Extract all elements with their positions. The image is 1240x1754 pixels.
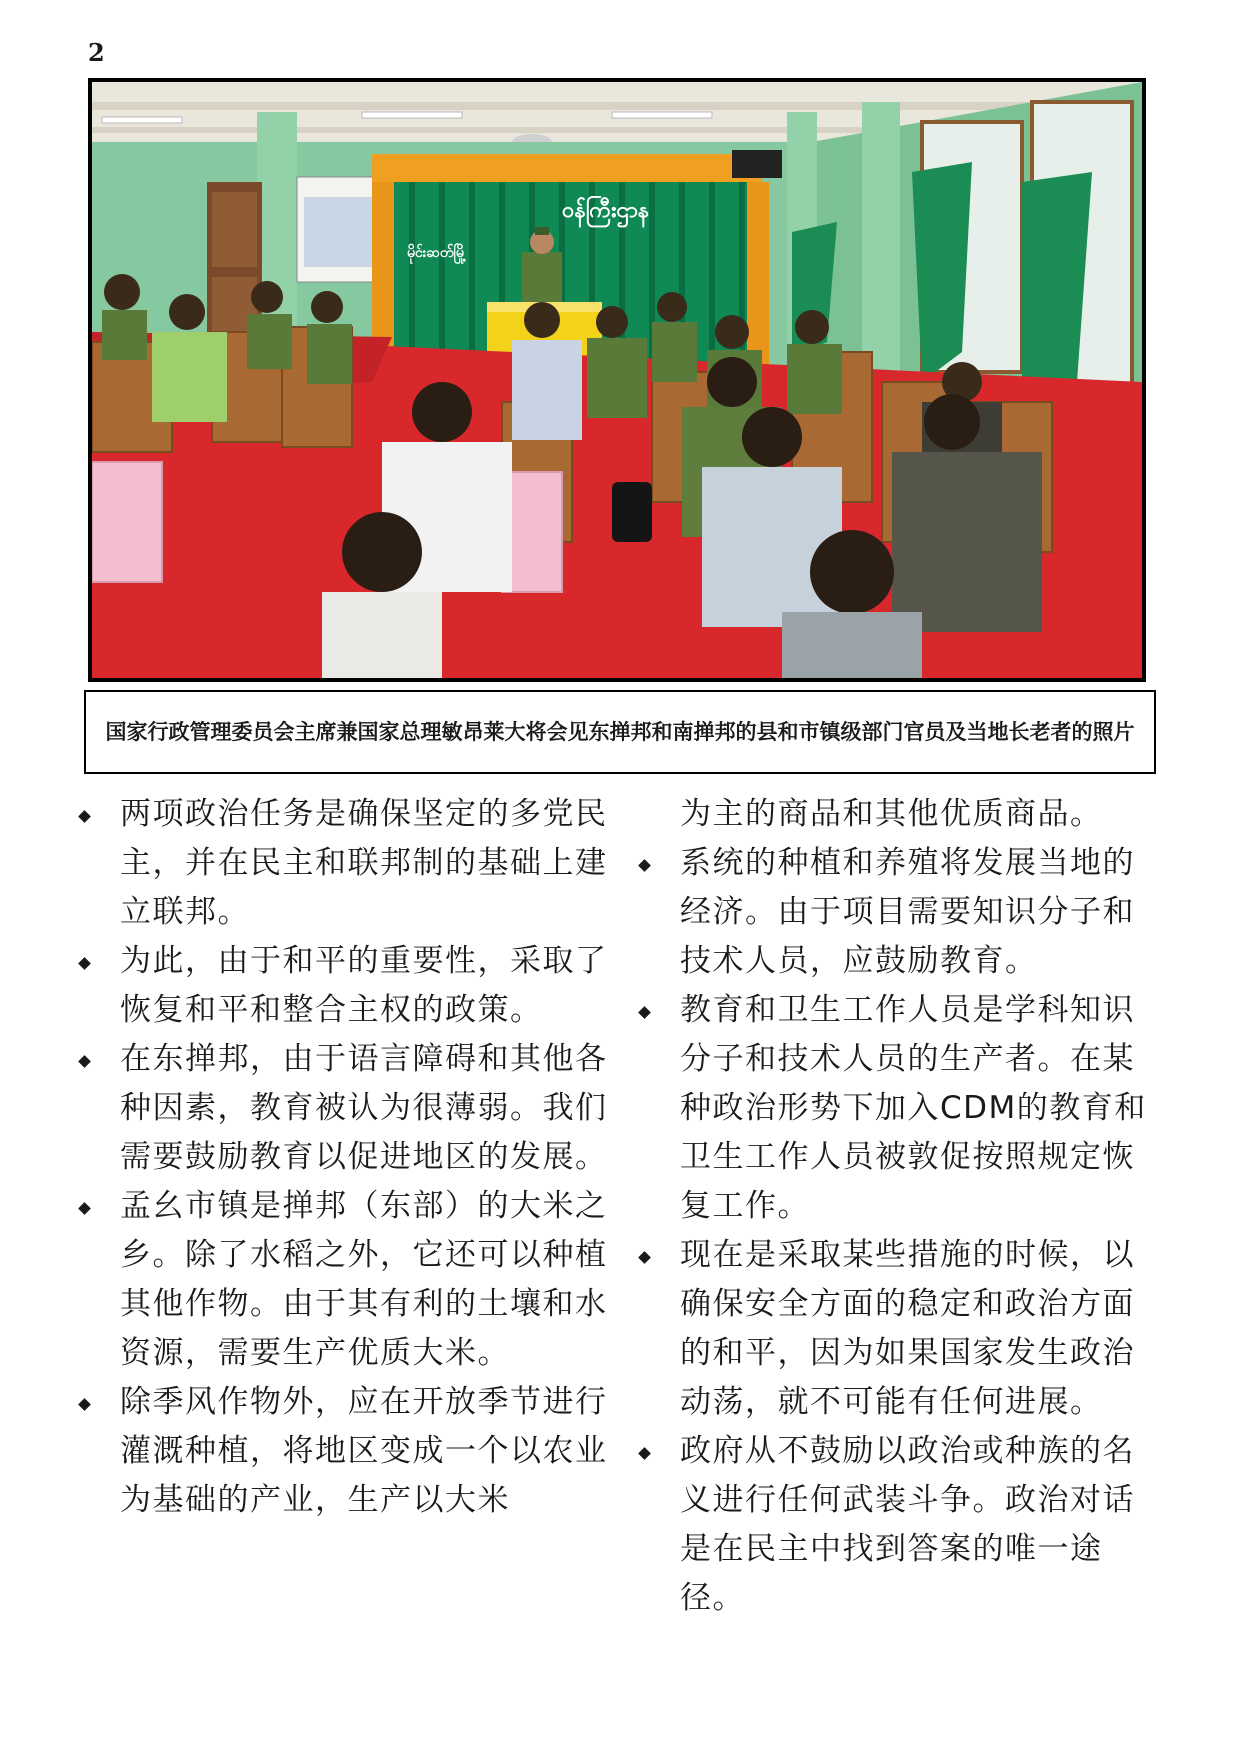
diamond-bullet-icon xyxy=(638,1006,651,1019)
list-item xyxy=(640,1231,1160,1427)
list-item-text: 除季风作物外，应在开放季节进行灌溉种植，将地区变成一个以农业为基础的产业，生产以大米 xyxy=(120,1384,608,1518)
list-item-text: 教育和卫生工作人员是学科知识分子和技术人员的生产者。在某种政治形势下加入CDM的教育和卫生工作人员被敦促按照规定恢复工作。 xyxy=(680,992,1147,1224)
diamond-bullet-icon xyxy=(78,1398,91,1411)
diamond-bullet-icon xyxy=(78,957,91,970)
list-item-text: 为此，由于和平的重要性，采取了恢复和平和整合主权的政策。 xyxy=(120,943,608,1028)
list-item xyxy=(640,986,1160,1231)
list-item-text: 政府从不鼓励以政治或种族的名义进行任何武装斗争。政治对话是在民主中找到答案的唯一途径。 xyxy=(680,1433,1135,1616)
list-item xyxy=(640,839,1160,986)
list-item xyxy=(80,1182,620,1378)
diamond-bullet-icon xyxy=(638,859,651,872)
diamond-bullet-icon xyxy=(638,1447,651,1460)
meeting-photo xyxy=(88,78,1146,682)
diamond-bullet-icon xyxy=(78,1055,91,1068)
photo-caption: 国家行政管理委员会主席兼国家总理敏昂莱大将会见东掸邦和南掸邦的县和市镇级部门官员及当地长老者的照片 xyxy=(84,690,1156,774)
diamond-bullet-icon xyxy=(78,1202,91,1215)
list-item-text: 孟幺市镇是掸邦（东部）的大米之乡。除了水稻之外，它还可以种植其他作物。由于其有利的土壤和水资源，需要生产优质大米。 xyxy=(120,1188,608,1371)
list-item-text: 系统的种植和养殖将发展当地的经济。由于项目需要知识分子和技术人员，应鼓励教育。 xyxy=(680,845,1135,979)
list-item xyxy=(80,1378,620,1525)
list-item xyxy=(640,1427,1160,1623)
list-item-text: 为主的商品和其他优质商品。 xyxy=(680,796,1103,832)
banner-text: ဝန်ကြီးဌာန xyxy=(562,198,650,223)
banner-subtext: မိုင်းဆတ်မြို့ xyxy=(407,245,466,261)
list-item-continuation xyxy=(640,790,1160,839)
diamond-bullet-icon xyxy=(78,810,91,823)
diamond-bullet-icon xyxy=(638,1251,651,1264)
list-item-text: 两项政治任务是确保坚定的多党民主，并在民主和联邦制的基础上建立联邦。 xyxy=(120,796,608,930)
list-item xyxy=(80,1035,620,1182)
page-number: 2 xyxy=(88,38,105,67)
meeting-photo-illustration xyxy=(92,82,1142,678)
left-column xyxy=(80,790,620,1525)
list-item-text: 在东掸邦，由于语言障碍和其他各种因素，教育被认为很薄弱。我们需要鼓励教育以促进地区的发展。 xyxy=(120,1041,608,1175)
right-column xyxy=(640,790,1160,1623)
list-item xyxy=(80,937,620,1035)
list-item-text: 现在是采取某些措施的时候，以确保安全方面的稳定和政治方面的和平，因为如果国家发生政治动荡，就不可能有任何进展。 xyxy=(680,1237,1135,1420)
list-item xyxy=(80,790,620,937)
